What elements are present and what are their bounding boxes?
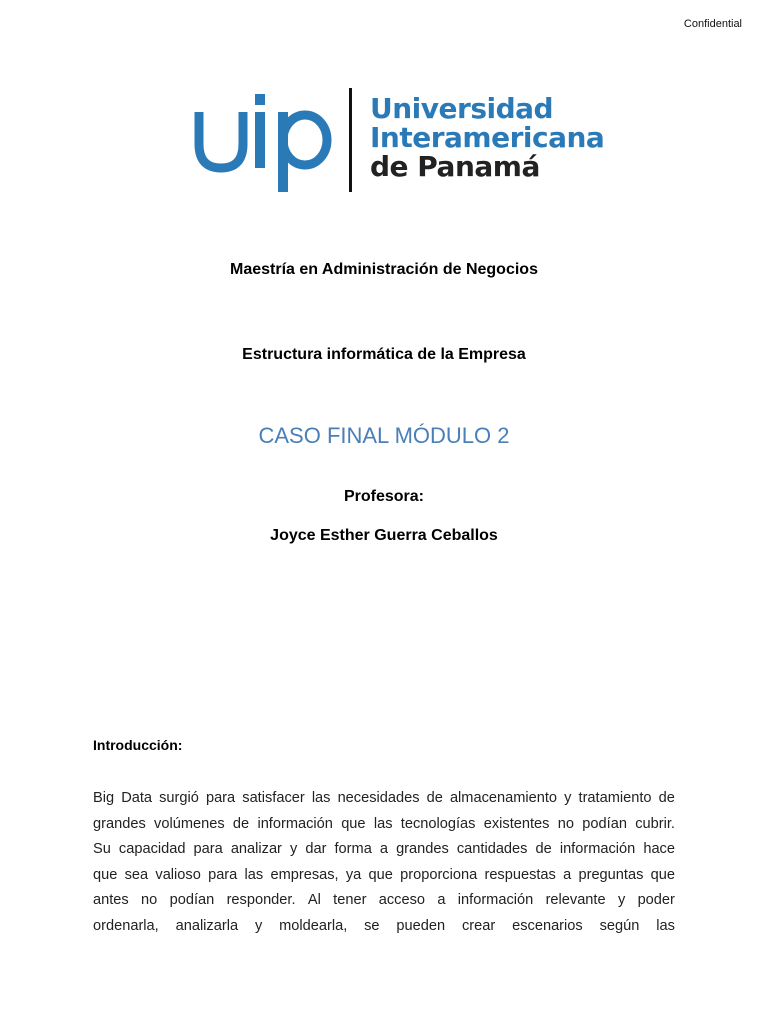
paragraph-word: poder [637,892,675,908]
paragraph-word: sea [124,866,149,883]
paragraph-word: no [141,892,158,908]
logo-line-interamericana: Interamericana [370,121,605,154]
paragraph-word: respuestas [484,866,556,883]
intro-heading: Introducción: [93,737,183,753]
paragraph-word: de [658,790,675,806]
paragraph-word: para [208,866,238,883]
paragraph-word: grandes [396,841,449,857]
professor-label: Profesora: [343,488,425,505]
logo-line-universidad: Universidad [370,92,554,125]
case-title: CASO FINAL MÓDULO 2 [258,423,510,448]
intro-paragraph [93,786,675,939]
paragraph-word: responder. [226,892,296,908]
paragraph-word: Su [93,841,111,857]
paragraph-word: información [559,841,636,857]
uip-logo-mark [193,86,369,196]
paragraph-line [93,837,675,863]
paragraph-word: información [457,892,534,908]
paragraph-word: información [257,815,333,832]
paragraph-word: y [254,917,263,934]
paragraph-word: crear [462,917,496,934]
confidential-label: Confidential [683,18,742,30]
paragraph-word: satisfacer [242,790,305,806]
paragraph-word: pueden [396,917,446,934]
paragraph-word: cantidades [456,841,528,857]
paragraph-word: valioso [155,866,201,883]
paragraph-word: que [93,866,118,883]
paragraph-word: y [617,892,626,908]
paragraph-word: capacidad [118,841,186,857]
paragraph-word: a [379,841,388,857]
paragraph-word: escenarios [512,917,583,934]
paragraph-word: antes [93,892,129,908]
paragraph-word: Al [307,892,321,908]
program-title: Maestría en Administración de Negocios [230,261,538,278]
paragraph-word: analizarla [175,917,239,934]
university-logo [193,86,605,196]
paragraph-word: de [232,815,250,832]
paragraph-word: según [599,917,640,934]
paragraph-word: las [373,815,393,832]
paragraph-word: ya [345,866,362,883]
paragraph-word: las [656,917,675,934]
paragraph-word: grandes [93,815,146,832]
paragraph-word: tratamiento [578,790,652,806]
paragraph-word: forma [334,841,372,857]
paragraph-word: relevante [545,892,606,908]
paragraph-word: que [650,866,675,883]
paragraph-word: almacenamiento [449,790,558,806]
paragraph-word: cubrir. [635,815,675,832]
paragraph-word: moldearla, [279,917,348,934]
paragraph-word: podían [582,815,627,832]
paragraph-word: que [368,866,393,883]
paragraph-line [93,888,675,914]
paragraph-word: necesidades [337,790,420,806]
paragraph-word: proporciona [400,866,478,883]
paragraph-word: preguntas [578,866,644,883]
paragraph-word: hace [643,841,675,857]
university-name [370,94,604,181]
paragraph-word: de [426,790,443,806]
paragraph-word: Data [121,790,153,806]
course-title: Estructura informática de la Empresa [242,346,526,363]
paragraph-word: surgió [159,790,199,806]
paragraph-word: ordenarla, [93,917,159,934]
paragraph-word: acceso [378,892,426,908]
paragraph-word: de [535,841,552,857]
paragraph-word: se [364,917,380,934]
paragraph-word: que [341,815,366,832]
paragraph-line [93,863,675,889]
paragraph-word: las [311,790,331,806]
paragraph-line [93,812,675,838]
paragraph-word: Big [93,790,115,806]
paragraph-word: a [437,892,446,908]
paragraph-line [93,914,675,940]
paragraph-word: existentes [483,815,550,832]
paragraph-line [93,786,675,812]
paragraph-word: no [557,815,574,832]
paragraph-word: para [193,841,223,857]
paragraph-word: empresas, [270,866,339,883]
paragraph-word: y [564,790,572,806]
paragraph-word: a [563,866,572,883]
paragraph-word: tener [333,892,367,908]
paragraph-word: podían [169,892,215,908]
paragraph-word: dar [305,841,327,857]
paragraph-word: analizar [230,841,282,857]
paragraph-word: y [289,841,298,857]
paragraph-word: tecnologías [400,815,476,832]
paragraph-word: volúmenes [154,815,225,832]
professor-name: Joyce Esther Guerra Ceballos [270,527,498,544]
paragraph-word: las [244,866,264,883]
paragraph-word: para [205,790,236,806]
logo-line-panama: de Panamá [370,150,540,183]
